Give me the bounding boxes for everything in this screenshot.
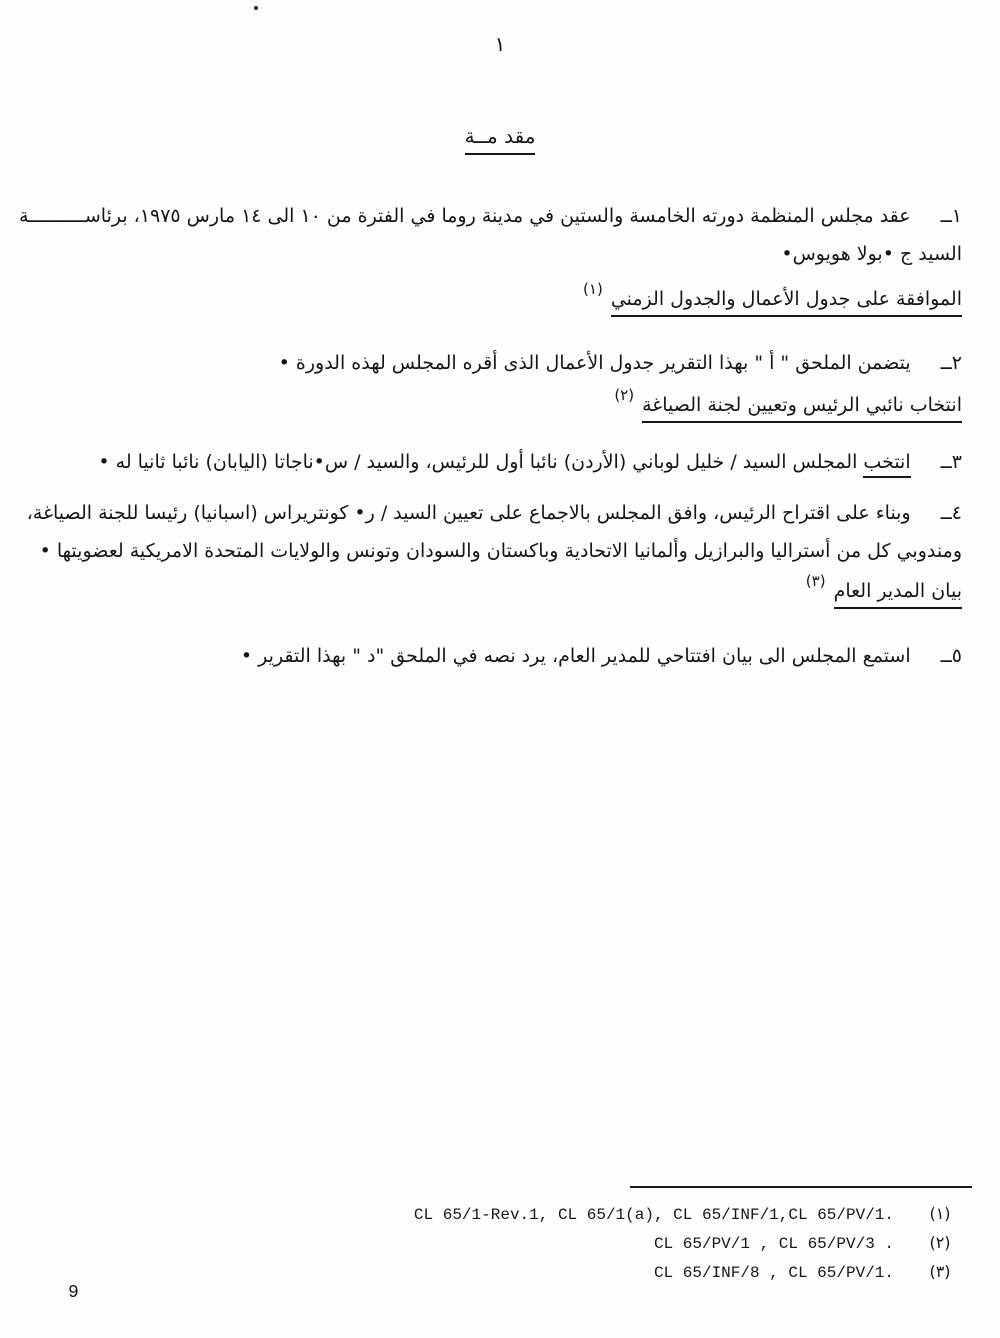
footnote-ref-3: (٣) [805, 572, 826, 590]
paragraph-5-line-1 [15, 637, 962, 675]
footnote-ref-1: (١) [583, 280, 603, 298]
heading-agenda-timetable-approval-text: الموافقة على جدول الأعمال والجدول الزمني [611, 288, 962, 317]
paragraph-1-text: عقد مجلس المنظمة دورته الخامسة والستين في مدينة روما في الفترة من ١٠ الى ١٤ مارس ١٩٧٥، برئاســــــــــة [19, 205, 911, 227]
page-number-bottom: 9 [68, 1283, 79, 1303]
paragraph-2 [15, 344, 962, 382]
page-number-top: ١ [494, 32, 506, 56]
paragraph-2-text: يتضمن الملحق " أ " بهذا التقرير جدول الأعمال الذى أقره المجلس لهذه الدورة • [278, 352, 911, 374]
paragraph-3-line-1 [15, 443, 962, 481]
heading-agenda-timetable-approval [583, 280, 962, 310]
paragraph-3-number: ٣ــ [940, 451, 962, 473]
footnote-ref-2: (٢) [614, 386, 635, 404]
paragraph-4-number: ٤ــ [940, 502, 962, 524]
paragraph-2-number: ٢ــ [940, 352, 962, 374]
scan-noise-speck [254, 6, 258, 10]
paragraph-1-line-1 [15, 197, 962, 235]
footnote-1 [300, 1200, 962, 1229]
paragraph-2-line-1 [15, 344, 962, 382]
footnotes-block [300, 1200, 962, 1287]
footnote-3 [300, 1258, 962, 1287]
paragraph-4-line-1 [15, 494, 962, 532]
footnote-2 [300, 1229, 962, 1258]
footnote-3-marker: (٣) [929, 1262, 951, 1281]
paragraph-5-number: ٥ــ [940, 645, 962, 667]
paragraph-5-text: استمع المجلس الى بيان افتتاحي للمدير العام، يرد نصه في الملحق "د " بهذا التقرير • [240, 645, 911, 667]
paragraph-3 [15, 443, 962, 481]
paragraph-4-text: وبناء على اقتراح الرئيس، وافق المجلس بالاجماع على تعيين السيد / ر• كونتريراس (اسبانيا) رئيسا للجنة الصياغة، [26, 502, 911, 524]
heading-vice-chairmen-drafting-committee [614, 386, 962, 416]
paragraph-4 [15, 494, 962, 570]
introduction-title [0, 124, 1000, 148]
footnote-2-text: CL 65/PV/1 , CL 65/PV/3 . [653, 1235, 894, 1253]
footnote-1-text: CL 65/1-Rev.1, CL 65/1(a), CL 65/INF/1,CL 65/PV/1. [413, 1206, 894, 1224]
heading-director-general-statement-text: بيان المدير العام [834, 580, 962, 609]
footnote-divider-rule [630, 1186, 972, 1188]
footnote-1-marker: (١) [929, 1204, 951, 1223]
heading-director-general-statement [805, 572, 962, 602]
paragraph-1 [15, 197, 962, 273]
paragraph-4-line-2: ومندوبي كل من أستراليا والبرازيل وألمانيا الاتحادية وباكستان والسودان وتونس والولايات المتحدة الامريكية لعضويتها • [39, 540, 962, 562]
paragraph-3-text: المجلس السيد / خليل لوباني (الأردن) نائبا أول للرئيس، والسيد / س•ناجاتا (اليابان) نائبا ثانيا له • [98, 451, 858, 473]
footnote-3-text: CL 65/INF/8 , CL 65/PV/1. [653, 1264, 894, 1282]
paragraph-1-line-2: السيد ج •بولا هويوس• [781, 243, 962, 265]
paragraph-3-underlined-word: انتخب [863, 451, 910, 478]
paragraph-1-number: ١ــ [940, 205, 962, 227]
paragraph-5 [15, 637, 962, 675]
heading-vice-chairmen-drafting-committee-text: انتخاب نائبي الرئيس وتعيين لجنة الصياغة [642, 394, 962, 423]
footnote-2-marker: (٢) [929, 1233, 951, 1252]
introduction-title-text: مقد مــة [465, 124, 536, 155]
